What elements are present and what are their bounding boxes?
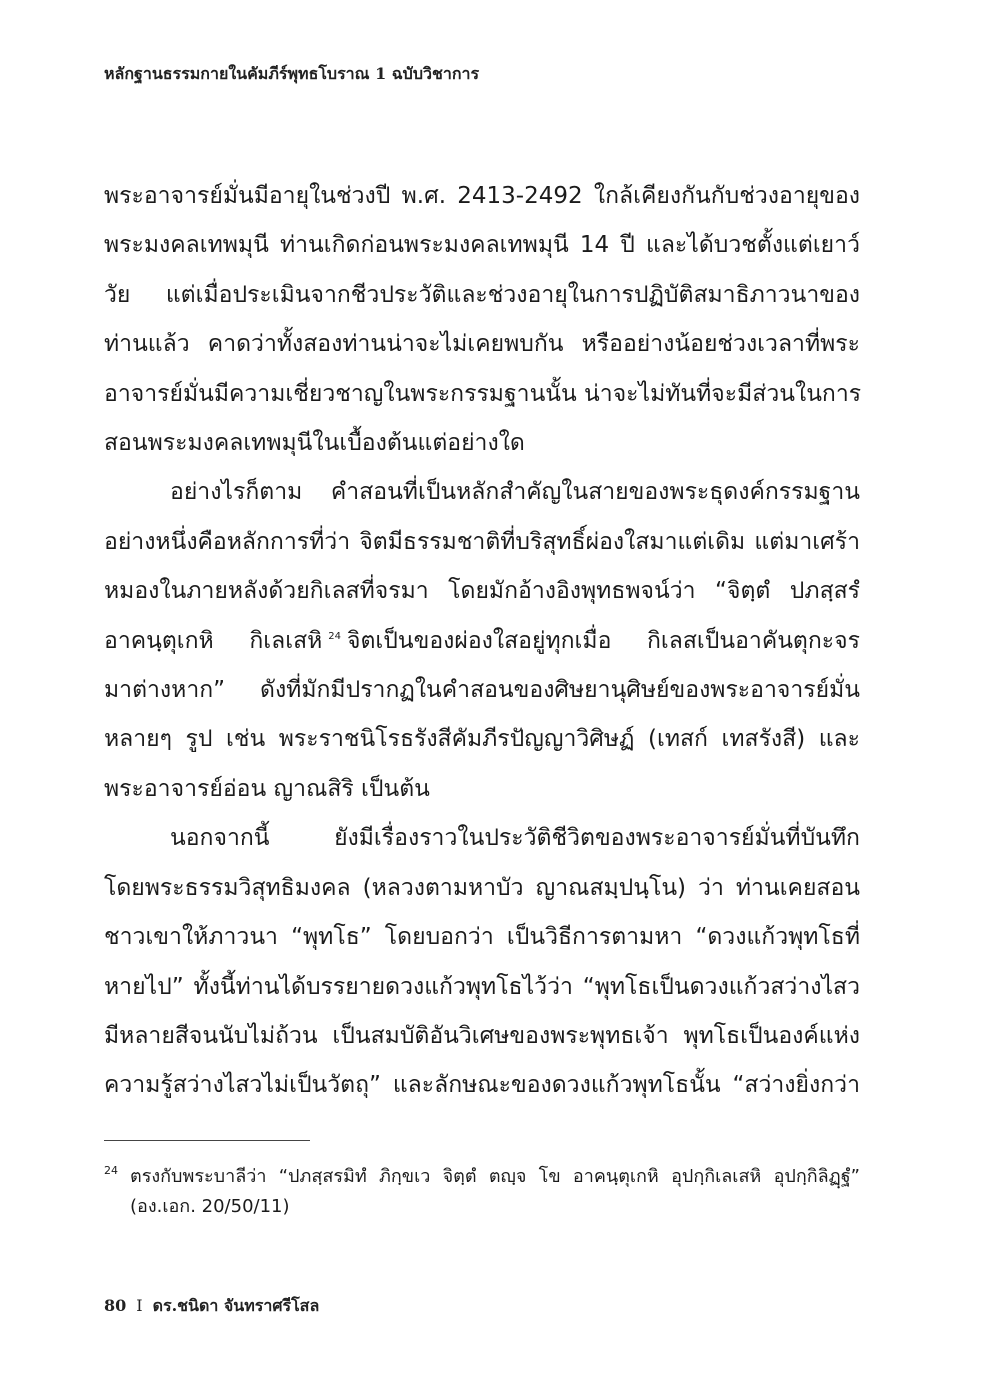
pali-quote-fragment: อาคนฺตุเกหิ กิเลเสหิ <box>104 627 323 654</box>
text-line: วัย แต่เมื่อประเมินจากชีวประวัติและช่วงอายุในการปฏิบัติสมาธิภาวนาของ <box>104 281 860 308</box>
text-line: หมองในภายหลังด้วยกิเลสที่จรมา โดยมักอ้างอิงพุทธพจน์ว่า “จิตฺตํ ปภสฺสรํ <box>104 578 860 605</box>
footnote-divider <box>104 1140 310 1141</box>
paragraph-2 <box>104 468 860 814</box>
text-line: พระอาจารย์มั่นมีอายุในช่วงปี พ.ศ. 2413-2492 ใกล้เคียงกันกับช่วงอายุของ <box>104 183 860 209</box>
text-line: มีหลายสีจนนับไม่ถ้วน เป็นสมบัติอันวิเศษของพระพุทธเจ้า พุทโธเป็นองค์แห่ง <box>104 1022 860 1049</box>
paragraph-1 <box>104 172 860 468</box>
text-line: สอนพระมงคลเทพมุนีในเบื้องต้นแต่อย่างใด <box>104 430 525 457</box>
text-line: หายไป” ทั้งนี้ท่านได้บรรยายดวงแก้วพุทโธไว้ว่า “พุทโธเป็นดวงแก้วสว่างไสว <box>104 973 860 1000</box>
text-line: นอกจากนี้ ยังมีเรื่องราวในประวัติชีวิตของพระอาจารย์มั่นที่บันทึก <box>170 825 860 852</box>
text-line: อย่างไรก็ตาม คำสอนที่เป็นหลักสำคัญในสายของพระธุดงค์กรรมฐาน <box>170 479 860 506</box>
page-number: 80 <box>104 1296 127 1315</box>
paragraph-3 <box>104 814 860 1110</box>
text-line: อย่างหนึ่งคือหลักการที่ว่า จิตมีธรรมชาติที่บริสุทธิ์ผ่องใสมาแต่เดิม แต่มาเศร้า <box>104 528 860 555</box>
author-name: ดร.ชนิดา จันทราศรีโสล <box>152 1296 320 1315</box>
footnote-reference[interactable]: 24 <box>328 630 342 642</box>
text-line: มาต่างหาก” ดังที่มักมีปรากฏในคำสอนของศิษยานุศิษย์ของพระอาจารย์มั่น <box>104 677 860 704</box>
quote-translation: จิตเป็นของผ่องใสอยู่ทุกเมื่อ กิเลสเป็นอาคันตุกะจร <box>347 627 860 654</box>
body-text <box>104 172 860 1111</box>
running-header: หลักฐานธรรมกายในคัมภีร์พุทธโบราณ 1 ฉบับวิชาการ <box>104 64 480 83</box>
text-line: อาจารย์มั่นมีความเชี่ยวชาญในพระกรรมฐานนั้น น่าจะไม่ทันที่จะมีส่วนในการ <box>104 380 862 407</box>
text-line: ความรู้สว่างไสวไม่เป็นวัตถุ” และลักษณะของดวงแก้วพุทโธนั้น “สว่างยิ่งกว่า <box>104 1072 860 1099</box>
footnote-citation: (อง.เอก. 20/50/11) <box>130 1196 290 1217</box>
footer-separator: I <box>136 1296 143 1315</box>
text-line: พระอาจารย์อ่อน ญาณสิริ เป็นต้น <box>104 775 430 802</box>
text-line: ชาวเขาให้ภาวนา “พุทโธ” โดยบอกว่า เป็นวิธีการตามหา “ดวงแก้วพุทโธที่ <box>104 924 860 951</box>
page-footer <box>104 1294 319 1319</box>
footnote-number: 24 <box>104 1164 118 1177</box>
footnote-line <box>104 1156 860 1192</box>
footnote-text: ตรงกับพระบาลีว่า “ปภสฺสรมิทํ ภิกฺขเว จิตฺตํ ตญฺจ โข อาคนฺตุเกหิ อุปกฺกิเลเสหิ อุปกฺกิลิฏฺฐํ” <box>130 1166 860 1187</box>
text-line-with-footnote <box>104 617 860 666</box>
text-line: โดยพระธรรมวิสุทธิมงคล (หลวงตามหาบัว ญาณสมฺปนฺโน) ว่า ท่านเคยสอน <box>104 874 860 901</box>
text-line: หลายๆ รูป เช่น พระราชนิโรธรังสีคัมภีรปัญญาวิศิษฏ์ (เทสก์ เทสรังสี) และ <box>104 726 860 753</box>
footnote <box>104 1156 860 1222</box>
text-line: ท่านแล้ว คาดว่าทั้งสองท่านน่าจะไม่เคยพบกัน หรืออย่างน้อยช่วงเวลาที่พระ <box>104 331 860 358</box>
text-line: พระมงคลเทพมุนี ท่านเกิดก่อนพระมงคลเทพมุนี 14 ปี และได้บวชตั้งแต่เยาว์ <box>104 232 860 259</box>
